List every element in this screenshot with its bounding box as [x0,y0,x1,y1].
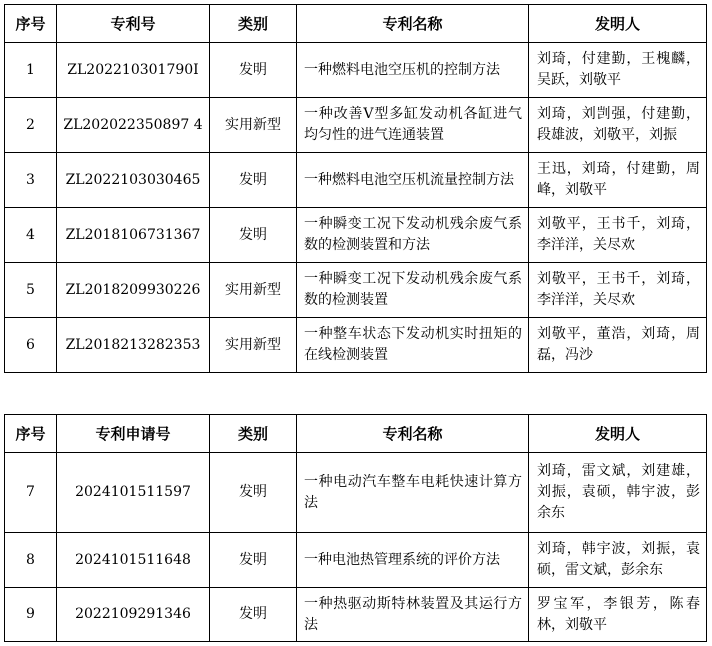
table-row [5,153,707,208]
cell-category: 发明 [210,43,297,98]
cell-inventors: 刘琦，刘剀强，付建勤，段雄波，刘敬平，刘振 [529,98,707,153]
cell-no: 3 [5,153,57,208]
header-patent-name: 专利名称 [297,415,529,453]
patent-applications-table [4,414,707,642]
cell-patent-number: ZL202210301790I [57,43,210,98]
cell-patent-number: ZL2018213282353 [57,318,210,373]
cell-inventors: 刘琦，雷文斌，刘建雄，刘振，袁硕，韩宇波，彭余东 [529,453,707,533]
cell-category: 实用新型 [210,98,297,153]
table-row [5,533,707,588]
cell-patent-number: ZL2018209930226 [57,263,210,318]
header-no: 序号 [5,5,57,43]
cell-inventors: 王迅，刘琦，付建勤，周峰，刘敬平 [529,153,707,208]
header-row [5,415,707,453]
cell-category: 实用新型 [210,263,297,318]
header-category: 类别 [210,415,297,453]
cell-category: 发明 [210,153,297,208]
cell-no: 7 [5,453,57,533]
header-inventors: 发明人 [529,5,707,43]
table-row [5,43,707,98]
cell-category: 发明 [210,588,297,642]
cell-inventors: 刘琦，付建勤，王槐麟，吴跃，刘敬平 [529,43,707,98]
table-row [5,453,707,533]
cell-no: 6 [5,318,57,373]
cell-patent-name: 一种电池热管理系统的评价方法 [297,533,529,588]
cell-no: 8 [5,533,57,588]
header-no: 序号 [5,415,57,453]
cell-patent-number: ZL202022350897 4 [57,98,210,153]
cell-patent-number: ZL2022103030465 [57,153,210,208]
header-application-number: 专利申请号 [57,415,210,453]
cell-no: 5 [5,263,57,318]
header-category: 类别 [210,5,297,43]
header-patent-number: 专利号 [57,5,210,43]
cell-application-number: 2024101511648 [57,533,210,588]
cell-patent-name: 一种燃料电池空压机的控制方法 [297,43,529,98]
header-inventors: 发明人 [529,415,707,453]
table-row [5,318,707,373]
cell-no: 9 [5,588,57,642]
cell-patent-name: 一种改善V型多缸发动机各缸进气均匀性的进气连通装置 [297,98,529,153]
cell-inventors: 罗宝军，李银芳，陈春林，刘敬平 [529,588,707,642]
table-row [5,98,707,153]
cell-no: 2 [5,98,57,153]
cell-inventors: 刘敬平，王书千，刘琦，李洋洋，关尽欢 [529,263,707,318]
header-patent-name: 专利名称 [297,5,529,43]
cell-inventors: 刘敬平，董浩，刘琦，周磊，冯沙 [529,318,707,373]
cell-category: 发明 [210,208,297,263]
cell-patent-number: ZL2018106731367 [57,208,210,263]
cell-application-number: 2022109291346 [57,588,210,642]
table-row [5,588,707,642]
cell-category: 发明 [210,453,297,533]
cell-patent-name: 一种瞬变工况下发动机残余废气系数的检测装置 [297,263,529,318]
cell-patent-name: 一种整车状态下发动机实时扭矩的在线检测装置 [297,318,529,373]
cell-inventors: 刘琦，韩宇波，刘振，袁硕，雷文斌，彭余东 [529,533,707,588]
cell-patent-name: 一种热驱动斯特林装置及其运行方法 [297,588,529,642]
cell-category: 实用新型 [210,318,297,373]
cell-patent-name: 一种燃料电池空压机流量控制方法 [297,153,529,208]
cell-patent-name: 一种电动汽车整车电耗快速计算方法 [297,453,529,533]
cell-no: 4 [5,208,57,263]
granted-patents-table [4,4,707,373]
table-row [5,208,707,263]
cell-application-number: 2024101511597 [57,453,210,533]
cell-no: 1 [5,43,57,98]
cell-patent-name: 一种瞬变工况下发动机残余废气系数的检测装置和方法 [297,208,529,263]
table-row [5,263,707,318]
cell-category: 发明 [210,533,297,588]
cell-inventors: 刘敬平，王书千，刘琦，李洋洋，关尽欢 [529,208,707,263]
header-row [5,5,707,43]
